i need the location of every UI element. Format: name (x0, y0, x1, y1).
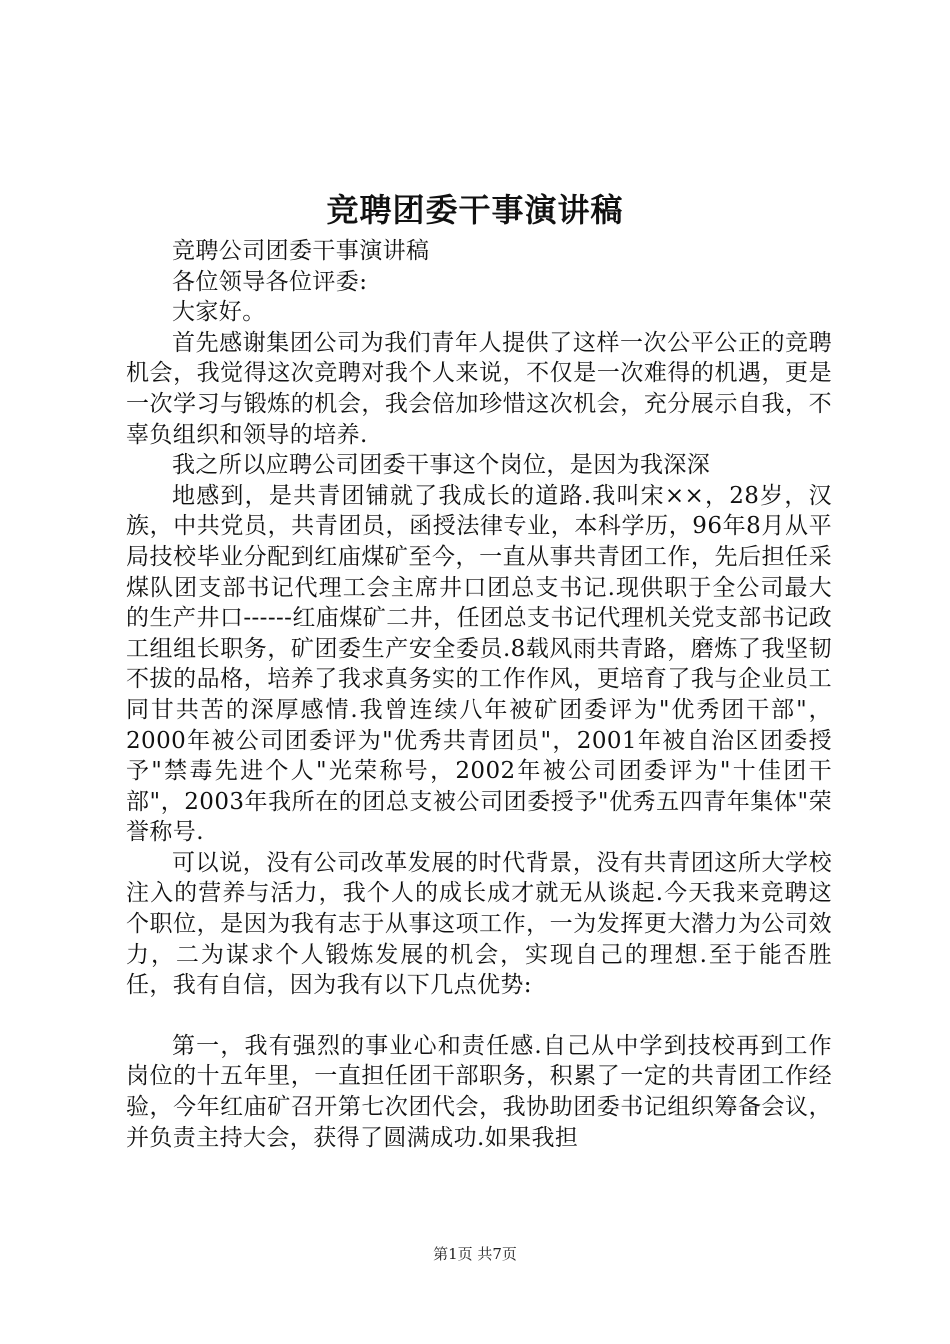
paragraph-background: 地感到，是共青团铺就了我成长的道路.我叫宋××，28岁，汉族，中共党员，共青团员，函授法律专业，本科学历，96年8月从平局技校毕业分配到红庙煤矿至今，一直从事共青团工作，先后担任采煤队团支部书记代理工会主席井口团总支书记.现供职于全公司最大的生产井口------红庙煤矿二井，任团总支书记代理机关党支部书记政工组组长职务，矿团委生产安全委员.8载风雨共青路，磨炼了我坚韧不拔的品格，培养了我求真务实的工作作风，更培育了我与企业员工同甘共苦的深厚感情.我曾连续八年被矿团委评为"优秀团干部"，2000年被公司团委评为"优秀共青团员"，2001年被自治区团委授予"禁毒先进个人"光荣称号，2002年被公司团委评为"十佳团干部"，2003年我所在的团总支被公司团委授予"优秀五四青年集体"荣誉称号. (126, 482, 832, 846)
paragraph-advantage-one: 第一，我有强烈的事业心和责任感.自己从中学到技校再到工作岗位的十五年里，一直担任团干部职务，积累了一定的共青团工作经验，今年红庙矿召开第七次团代会，我协助团委书记组织筹备会议，并负责主持大会，获得了圆满成功.如果我担 (126, 1032, 832, 1151)
paragraph-subtitle: 竞聘公司团委干事演讲稿 (172, 238, 430, 264)
document-body (126, 236, 832, 1153)
paragraph-thanks: 首先感谢集团公司为我们青年人提供了这样一次公平公正的竞聘机会，我觉得这次竞聘对我个人来说，不仅是一次难得的机遇，更是一次学习与锻炼的机会，我会倍加珍惜这次机会，充分展示自我，不辜负组织和领导的培养. (126, 329, 832, 448)
page-footer (0, 1244, 950, 1264)
document-title: 竞聘团委干事演讲稿 (326, 191, 624, 229)
paragraph-motivation: 可以说，没有公司改革发展的时代背景，没有共青团这所大学校注入的营养与活力，我个人的成长成才就无从谈起.今天我来竞聘这个职位，是因为我有志于从事这项工作，一为发挥更大潜力为公司效力，二为谋求个人锻炼发展的机会，实现自己的理想.至于能否胜任，我有自信，因为我有以下几点优势: (126, 849, 832, 999)
paragraph-reason: 我之所以应聘公司团委干事这个岗位，是因为我深深 (172, 452, 711, 479)
paragraph-salutation: 各位领导各位评委: (172, 268, 368, 295)
paragraph-greeting: 大家好。 (172, 299, 266, 326)
page-number-label: 第1页 共7页 (433, 1245, 517, 1263)
